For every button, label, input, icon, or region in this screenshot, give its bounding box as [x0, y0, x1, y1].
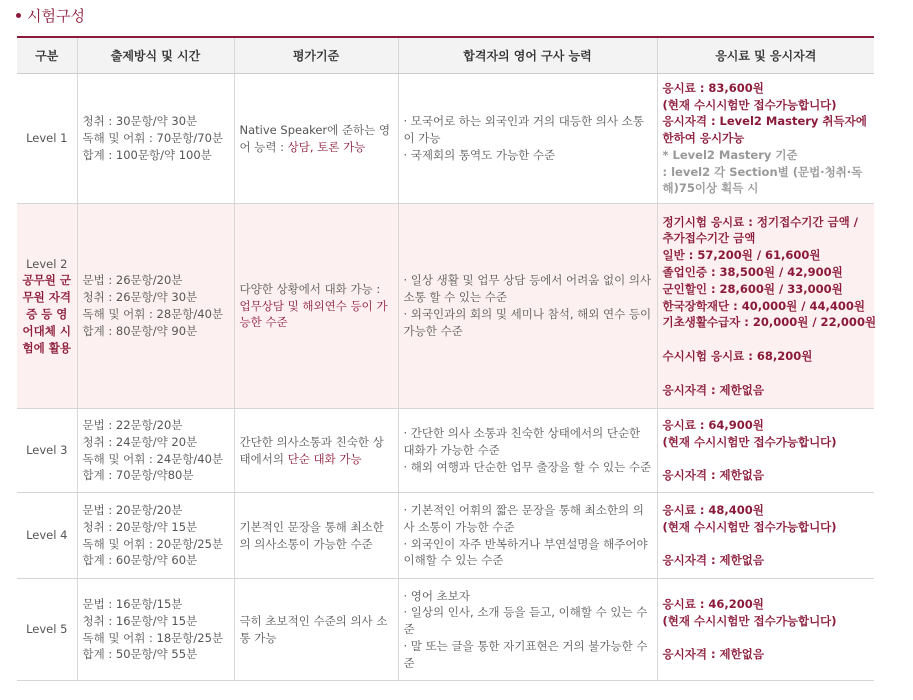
fee-line: 기초생활수급자 : 20,000원 / 22,000원 — [662, 315, 877, 330]
criteria-text: Native Speaker에 준하는 영어 능력 : — [239, 122, 391, 154]
fee-line: (현재 수시시험만 접수가능합니다) — [662, 97, 837, 112]
level-usage-note: 공무원 군무원 자격증 등 영어대체 시험에 활용 — [22, 273, 71, 355]
fee-line: 응시자격 : 제한없음 — [662, 382, 764, 397]
exam-line: 독해 및 어휘 : 24문항/40분 — [82, 451, 224, 466]
fee-line: 응시료 : 83,600원 — [662, 80, 764, 95]
criteria-cell — [234, 204, 398, 409]
exam-line: 청취 : 26문항/약 30분 — [82, 290, 198, 305]
criteria-cell — [234, 74, 398, 204]
table-row-level-1 — [17, 74, 874, 204]
fee-line: (현재 수시시험만 접수가능합니다) — [662, 519, 837, 534]
ability-cell — [398, 493, 657, 579]
exam-structure-table — [17, 36, 877, 681]
fee-spacer — [663, 331, 870, 348]
level-name-cell — [17, 579, 77, 681]
exam-line: 독해 및 어휘 : 70문항/70분 — [82, 131, 224, 146]
ability-cell — [398, 579, 657, 681]
exam-format-cell — [77, 579, 234, 681]
criteria-text: 다양한 상황에서 대화 가능 : — [239, 281, 381, 296]
exam-line: 문법 : 22문항/20분 — [82, 417, 183, 432]
exam-line: 독해 및 어휘 : 20문항/25분 — [82, 536, 224, 551]
exam-line: 독해 및 어휘 : 28문항/40분 — [82, 307, 224, 321]
table-row-level-2 — [17, 204, 874, 409]
exam-line: 합계 : 100문항/약 100분 — [82, 147, 212, 162]
ability-item: · 모국어로 하는 외국인과 거의 대등한 의사 소통이 가능 — [403, 114, 644, 146]
exam-line: 청취 : 16문항/약 15분 — [82, 613, 198, 628]
ability-item: · 외국인과의 회의 및 세미나 참석, 해외 연수 등이 가능한 수준 — [403, 307, 652, 338]
level-name: Level 1 — [26, 131, 68, 146]
exam-line: 청취 : 20문항/약 15분 — [82, 519, 198, 534]
fee-spacer — [663, 630, 870, 647]
fee-note: * Level2 Mastery 기준 — [662, 147, 798, 162]
ability-item: · 국제회의 통역도 가능한 수준 — [403, 147, 556, 162]
level-name-cell — [17, 74, 77, 204]
exam-line: 청취 : 24문항/약 20분 — [82, 434, 198, 449]
fee-line: 응시료 : 48,400원 — [662, 502, 764, 517]
table-row-level-4 — [17, 493, 874, 579]
fee-line: 응시자격 : 제한없음 — [662, 553, 764, 568]
ability-item: · 간단한 의사 소통과 친숙한 상태에서의 단순한 대화가 가능한 수준 — [403, 426, 641, 458]
fee-line: 졸업인증 : 38,500원 / 42,900원 — [662, 265, 843, 279]
fee-line: 응시료 : 46,200원 — [662, 596, 764, 611]
ability-cell — [398, 409, 657, 493]
level-name: Level 2 — [26, 256, 68, 271]
header-exam-format: 출제방식 및 시간 — [77, 37, 234, 74]
section-title-text: 시험구성 — [27, 6, 85, 25]
table-row-level-3 — [17, 409, 874, 493]
ability-cell — [398, 204, 657, 409]
exam-line: 합계 : 70문항/약80분 — [82, 468, 194, 483]
ability-item: · 일상의 인사, 소개 등을 듣고, 이해할 수 있는 수준 — [403, 605, 648, 637]
level-name-cell — [17, 409, 77, 493]
level-name: Level 4 — [26, 528, 68, 543]
fee-line: 응시료 : 64,900원 — [662, 417, 764, 432]
ability-item: · 말 또는 글을 통한 자기표현은 거의 불가능한 수준 — [403, 638, 648, 670]
level-name: Level 5 — [26, 622, 68, 637]
ability-cell — [398, 74, 657, 204]
header-category: 구분 — [17, 37, 77, 74]
criteria-text: 간단한 의사소통과 친숙한 상태에서의 — [239, 434, 384, 466]
section-title — [16, 4, 85, 26]
criteria-cell — [234, 493, 398, 579]
exam-format-cell — [77, 409, 234, 493]
exam-line: 문법 : 16문항/15분 — [82, 596, 183, 611]
fee-line: 응시자격 : Level2 Mastery 취득자에 한하여 응시가능 — [662, 114, 867, 146]
table-row-level-5 — [17, 579, 874, 681]
fee-note: : level2 각 Section별 (문법·청취·독해)75이상 획득 시 — [662, 164, 863, 196]
exam-line: 합계 : 60문항/약 60분 — [82, 553, 198, 568]
fee-spacer — [663, 365, 870, 382]
header-fee: 응시료 및 응시자격 — [657, 37, 874, 74]
level-name-cell — [17, 204, 77, 409]
fee-line: (현재 수시시험만 접수가능합니다) — [662, 434, 837, 449]
exam-format-cell — [77, 204, 234, 409]
fee-spacer — [663, 451, 870, 468]
fee-spacer — [663, 536, 870, 553]
criteria-text: 극히 초보적인 수준의 의사 소통 가능 — [239, 613, 388, 645]
ability-item: · 외국인이 자주 반복하거나 부연설명을 해주어야 이해할 수 있는 수준 — [403, 536, 648, 568]
header-criteria: 평가기준 — [234, 37, 398, 74]
criteria-highlight: 상담, 토론 가능 — [287, 139, 366, 154]
fee-line: 정기시험 응시료 : 정기접수기간 금액 / 추가접수기간 금액 — [662, 214, 858, 246]
ability-item: · 일상 생활 및 업무 상담 등에서 어려움 없이 의사소통 할 수 있는 수준 — [403, 273, 652, 305]
fee-line: 일반 : 57,200원 / 61,600원 — [662, 248, 821, 263]
ability-item: · 기본적인 어휘의 짧은 문장을 통해 최소한의 의사 소통이 가능한 수준 — [403, 502, 644, 534]
ability-item: · 해외 여행과 단순한 업무 출장을 할 수 있는 수준 — [403, 459, 652, 474]
criteria-cell — [234, 579, 398, 681]
exam-line: 합계 : 80문항/약 90분 — [82, 323, 198, 338]
level-name: Level 3 — [26, 443, 68, 458]
fee-cell — [657, 74, 874, 204]
exam-line: 문법 : 26문항/20분 — [82, 273, 183, 288]
fee-line: 군인할인 : 28,600원 / 33,000원 — [662, 281, 843, 296]
ability-item: · 영어 초보자 — [403, 588, 471, 603]
exam-line: 독해 및 어휘 : 18문항/25분 — [82, 630, 224, 645]
header-ability: 합격자의 영어 구사 능력 — [398, 37, 657, 74]
fee-cell — [657, 579, 874, 681]
exam-line: 청취 : 30문항/약 30분 — [82, 114, 198, 129]
exam-line: 문법 : 20문항/20분 — [82, 502, 183, 517]
criteria-highlight: 단순 대화 가능 — [287, 451, 362, 466]
fee-line: 응시자격 : 제한없음 — [662, 647, 764, 662]
fee-cell — [657, 409, 874, 493]
exam-format-cell — [77, 74, 234, 204]
level-name-cell — [17, 493, 77, 579]
criteria-text: 기본적인 문장을 통해 최소한의 의사소통이 가능한 수준 — [239, 519, 384, 551]
exam-line: 합계 : 50문항/약 55분 — [82, 647, 198, 662]
fee-line: 한국장학재단 : 40,000원 / 44,400원 — [662, 298, 865, 313]
fee-cell — [657, 493, 874, 579]
criteria-highlight: 업무상담 및 해외연수 등이 가능한 수준 — [239, 298, 388, 330]
exam-format-cell — [77, 493, 234, 579]
criteria-cell — [234, 409, 398, 493]
fee-line: (현재 수시시험만 접수가능합니다) — [662, 613, 837, 628]
fee-cell — [657, 204, 877, 409]
bullet-icon — [16, 13, 21, 18]
fee-line: 응시자격 : 제한없음 — [662, 468, 764, 483]
table-header — [17, 37, 874, 74]
fee-line: 수시시험 응시료 : 68,200원 — [662, 348, 813, 363]
